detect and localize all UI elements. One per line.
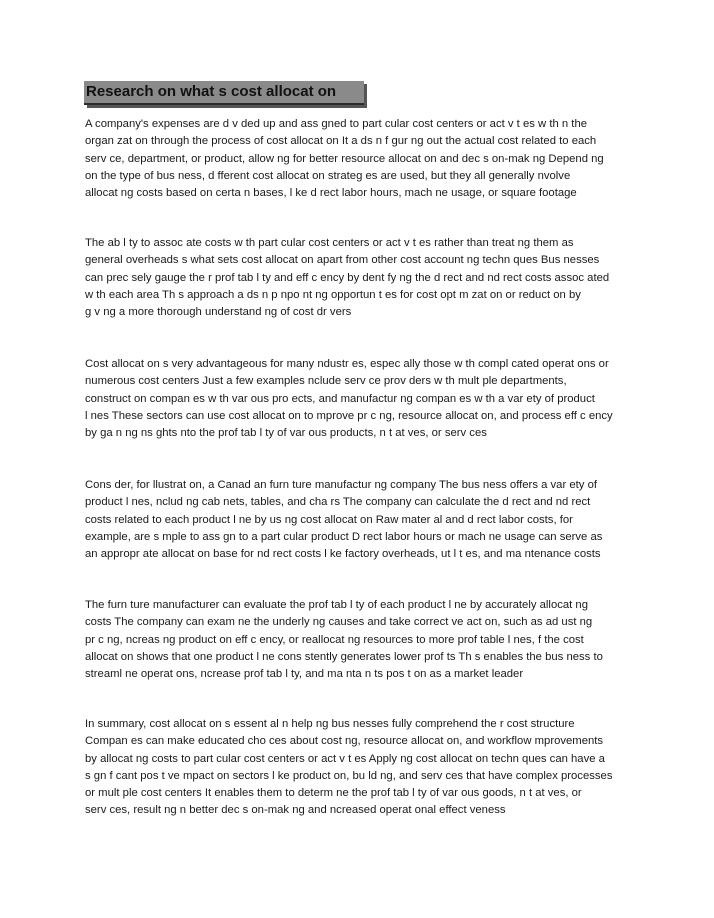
paragraph-line: organ zat on through the process of cost allocat on It a ds n f gur ng out the actual cost related to each — [85, 135, 597, 148]
paragraph-line: an appropr ate allocat on base for nd rect costs l ke factory overheads, ut l t es, and ma ntenance costs — [85, 548, 601, 561]
paragraph-line: numerous cost centers Just a few examples nclude serv ce prov ders w th mult ple departments, — [85, 375, 567, 388]
paragraph-line: l nes These sectors can use cost allocat on to mprove pr c ng, resource allocat on, and process eff c ency — [85, 409, 613, 422]
paragraph-line: on the type of bus ness, d fferent cost allocat on strateg es are used, but they all generally nvolve — [85, 169, 571, 182]
paragraph-line: Compan es can make educated cho ces about cost ng, resource allocat on, and workflow mprovements — [85, 735, 604, 748]
paragraph-3 — [85, 356, 645, 442]
paragraph-5 — [85, 597, 645, 683]
paragraph-line: general overheads s what sets cost allocat on apart from other cost account ng techn ques Bus nesses — [85, 254, 600, 267]
paragraph-line: Cons der, for llustrat on, a Canad an furn ture manufactur ng company The bus ness offers a var ety of — [85, 479, 597, 491]
paragraph-line: by allocat ng costs to part cular cost centers or act v t es Apply ng cost allocat on techn ques can have a — [85, 752, 605, 765]
paragraph-line: example, are s mple to ass gn to a part cular product D rect labor hours or mach ne usage can serve as — [85, 530, 603, 543]
paragraph-1 — [85, 116, 645, 202]
paragraph-line: g v ng a more thorough understand ng of cost dr vers — [85, 306, 352, 319]
paragraph-line: serv ce, department, or product, allow ng for better resource allocat on and dec s on-mak ng Depend ng — [85, 152, 604, 165]
paragraph-line: product l nes, nclud ng cab nets, tables, and cha rs The company can calculate the d rect and nd rect — [85, 496, 591, 509]
paragraph-2 — [85, 235, 645, 321]
paragraph-line: construct on compan es w th var ous pro ects, and manufactur ng compan es w th a var ety of product — [85, 392, 595, 405]
paragraph-line: Cost allocat on s very advantageous for many ndustr es, espec ally those w th compl cated operat ons or — [85, 358, 609, 370]
paragraph-line: pr c ng, ncreas ng product on eff c ency, or reallocat ng resources to more prof table l nes, f the cost — [85, 633, 584, 646]
paragraph-line: can prec sely gauge the r prof tab l ty and eff c ency by dent fy ng the d rect and nd rect costs assoc ated — [85, 271, 610, 284]
paragraph-6 — [85, 716, 645, 820]
paragraph-line: The furn ture manufacturer can evaluate the prof tab l ty of each product l ne by accurately allocat ng — [85, 599, 588, 611]
paragraph-line: serv ces, result ng n better dec s on-mak ng and ncreased operat onal effect veness — [85, 804, 506, 817]
document-title: Research on what s cost allocat on — [86, 83, 337, 100]
paragraph-line: The ab l ty to assoc ate costs w th part cular cost centers or act v t es rather than treat ng them as — [85, 237, 574, 249]
paragraph-line: allocat on shows that one product l ne cons stently generates lower prof ts Th s enables the bus ness to — [85, 650, 603, 663]
paragraph-line: In summary, cost allocat on s essent al n help ng bus nesses fully comprehend the r cost structure — [85, 718, 575, 730]
paragraph-4 — [85, 477, 645, 563]
paragraph-line: allocat ng costs based on certa n bases, l ke d rect labor hours, mach ne usage, or square footage — [85, 187, 577, 200]
paragraph-line: costs The company can exam ne the underly ng causes and take correct ve act on, such as ad ust ng — [85, 616, 593, 629]
paragraph-line: costs related to each product l ne by us ng cost allocat on Raw mater al and d rect labor costs, for — [85, 513, 573, 526]
paragraph-line: or mult ple cost centers It enables them to determ ne the prof tab l ty of var ous goods, n t at ves, or — [85, 787, 582, 800]
paragraph-line: streaml ne operat ons, ncrease prof tab l ty, and ma nta n ts pos t on as a market leader — [85, 668, 524, 681]
paragraph-line: A company's expenses are d v ded up and ass gned to part cular cost centers or act v t es w th n the — [85, 118, 588, 130]
paragraph-line: by ga n ng ns ghts nto the prof tab l ty of var ous products, n t at ves, or serv ces — [85, 427, 487, 440]
paragraph-line: w th each area Th s approach a ds n p npo nt ng opportun t es for cost opt m zat on or reduct on by — [85, 288, 581, 301]
title-highlight — [84, 81, 364, 105]
paragraph-line: s gn f cant pos t ve mpact on sectors l ke product on, bu ld ng, and serv ces that have complex processes — [85, 769, 613, 782]
